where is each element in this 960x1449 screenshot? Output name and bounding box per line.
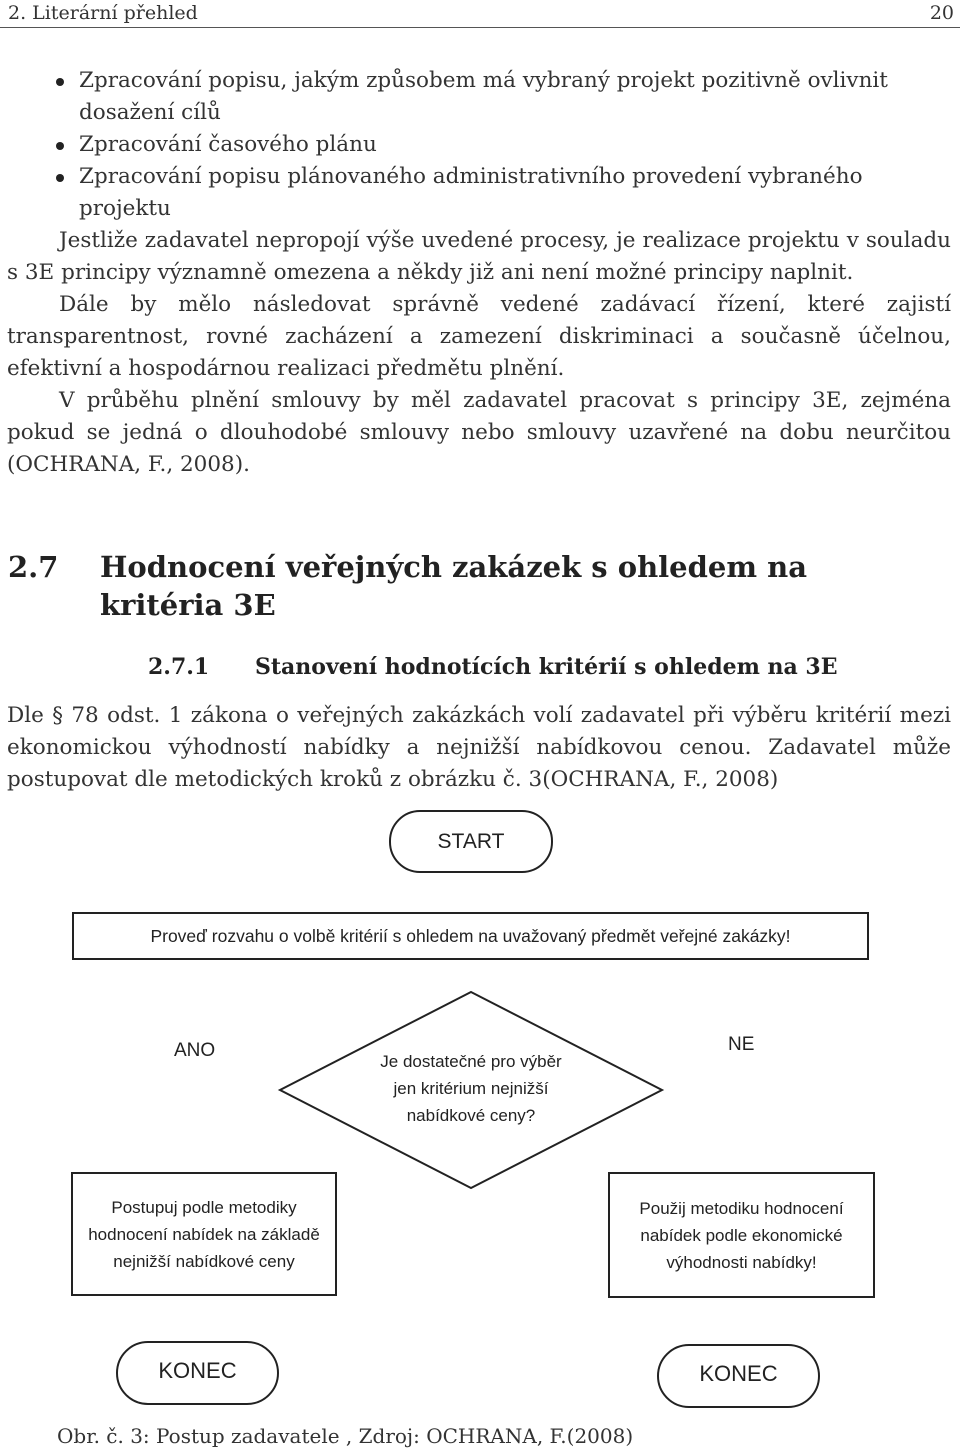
section-number: 2.7 [8,550,59,584]
decision-text: Je dostatečné pro výběr jen kritérium nejnižší nabídkové ceny? [380,1052,562,1125]
paragraph: Jestliže zadavatel nepropojí výše uvedené procesy, je realizace projektu v souladu s 3E principy významně omezena a někdy již ani není možné principy naplnit. [7,228,951,285]
yes-action-text: Postupuj podle metodiky hodnocení nabídek na základě nejnižší nabídkové ceny [88,1197,320,1271]
end-terminal-left [117,1342,278,1400]
start-label: START [437,829,505,853]
step-text: Proveď rozvahu o volbě kritérií s ohledem na uvažovaný předmět veřejné zakázky! [150,925,791,946]
no-action-box [608,1172,875,1298]
subsection-number: 2.7.1 [148,654,210,680]
no-label: NE [728,1034,755,1055]
section-title: Hodnocení veřejných zakázek s ohledem na kritéria 3E [100,550,808,622]
list-item: Zpracování popisu plánovaného administrativního provedení vybraného projektu [7,161,951,225]
list-item: Zpracování časového plánu [7,129,951,161]
page-number: 20 [929,2,954,24]
start-terminal [390,811,552,872]
step-box [72,912,869,960]
no-action-text: Použij metodiku hodnocení nabídek podle ekonomické výhodnosti nabídky! [639,1198,844,1272]
paragraph: Dále by mělo následovat správně vedené zadávací řízení, které zajistí transparentnost, rovné zacházení a zamezení diskriminaci a současně účelnou, efektivní a hospodárnou realizaci předmětu plnění. [7,292,951,381]
paragraph: V průběhu plnění smlouvy by měl zadavatel pracovat s principy 3E, zejména pokud se jedná o dlouhodobé smlouvy nebo smlouvy uzavřené na dobu neurčitou (OCHRANA, F., 2008). [7,388,951,477]
end-left-label: KONEC [158,1358,237,1383]
yes-label: ANO [174,1040,216,1061]
end-right-label: KONEC [699,1361,778,1386]
list-item: Zpracování popisu, jakým způsobem má vybraný projekt pozitivně ovlivnit dosažení cílů [7,65,951,129]
chapter-title: 2. Literární přehled [8,2,198,24]
figure-caption: Obr. č. 3: Postup zadavatele , Zdroj: OCHRANA, F.(2008) [57,1424,634,1448]
paragraph: Dle § 78 odst. 1 zákona o veřejných zakázkách volí zadavatel při výběru kritérií mezi ekonomickou výhodností nabídky a nejnižší nabídkovou cenou. Zadavatel může postupovat dle metodických kroků z obrázku č. 3(OCHRANA, F., 2008) [7,703,951,792]
end-terminal-right [658,1345,819,1403]
yes-action-box [71,1172,337,1296]
subsection-title: Stanovení hodnotících kritérií s ohledem na 3E [255,654,838,680]
